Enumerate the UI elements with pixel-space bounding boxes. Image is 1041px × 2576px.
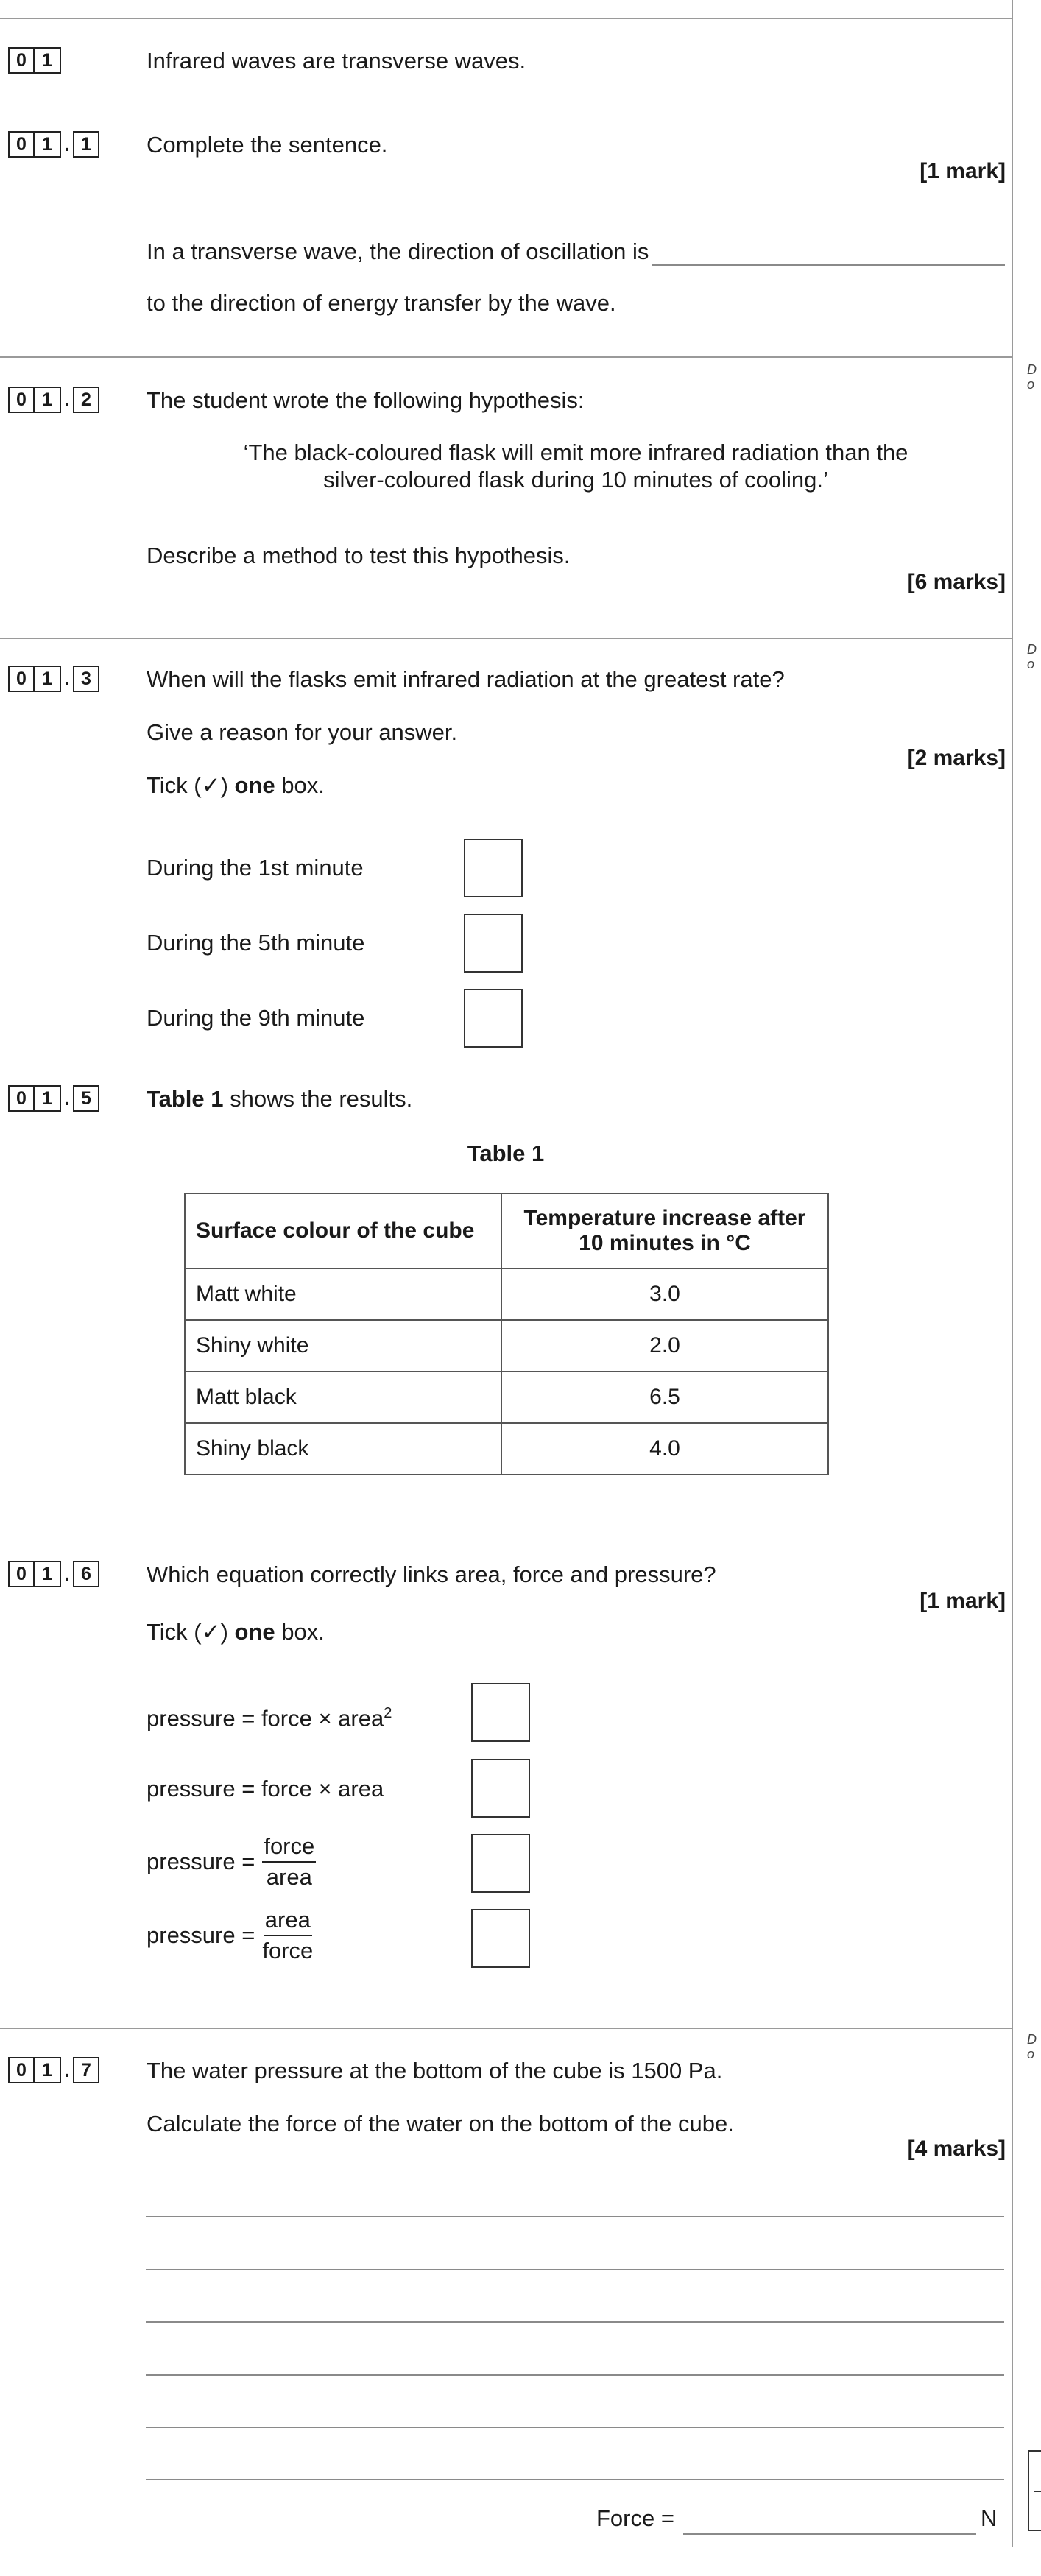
question-instruction: Describe a method to test this hypothesis. <box>147 543 571 568</box>
working-line[interactable] <box>146 2479 1004 2480</box>
fraction: $\frac{\text{area}}{\text{force}}$ <box>262 1907 314 1963</box>
fraction: $\frac{\text{force}}{\text{area}}$ <box>264 1833 315 1890</box>
table-row <box>185 1423 828 1475</box>
equation-option: pressure = $\frac{\text{area}}{\text{force}}$ <box>147 1907 314 1963</box>
table-header-row <box>185 1193 828 1268</box>
marks-label: [2 marks] <box>907 746 1006 770</box>
tick-box[interactable] <box>471 1834 530 1893</box>
top-border <box>0 18 1012 19</box>
corner-tab-mark <box>1034 2491 1041 2492</box>
section-divider <box>0 638 1012 639</box>
tick-box[interactable] <box>471 1759 530 1818</box>
table-intro: Table 1 shows the results. <box>147 1086 413 1112</box>
tick-instruction: Tick (✓) one box. <box>147 772 325 798</box>
table-header: Surface colour of the cube <box>185 1193 501 1268</box>
marks-label: [1 mark] <box>920 1589 1006 1613</box>
table-cell: 6.5 <box>501 1372 828 1423</box>
table-row <box>185 1372 828 1423</box>
table-title: Table 1 <box>467 1140 545 1166</box>
table-cell: 4.0 <box>501 1423 828 1475</box>
option-label: During the 9th minute <box>147 1005 365 1031</box>
working-line[interactable] <box>146 2427 1004 2428</box>
tick-box[interactable] <box>471 1683 530 1742</box>
tick-instruction: Tick (✓) one box. <box>147 1619 325 1645</box>
question-number-01-3: 0 1 . 3 <box>8 666 99 692</box>
working-line[interactable] <box>146 2269 1004 2270</box>
table-cell: Shiny white <box>185 1320 501 1372</box>
marks-label: [6 marks] <box>907 570 1006 594</box>
question-number-01-6: 0 1 . 6 <box>8 1561 99 1587</box>
section-divider <box>0 2028 1012 2029</box>
question-prompt: Which equation correctly links area, force and pressure? <box>147 1562 716 1587</box>
margin-note: D o <box>1027 2032 1037 2061</box>
equation-option: pressure = force × area$^2$ <box>147 1705 392 1732</box>
tick-box[interactable] <box>464 989 523 1048</box>
table-header: Temperature increase after 10 minutes in °C <box>501 1193 828 1268</box>
tick-box[interactable] <box>471 1909 530 1968</box>
table-cell: Matt white <box>185 1268 501 1320</box>
table-row <box>185 1320 828 1372</box>
question-prompt: The water pressure at the bottom of the cube is 1500 Pa. <box>147 2058 723 2083</box>
question-prompt: When will the flasks emit infrared radiation at the greatest rate? <box>147 666 785 692</box>
force-answer-line[interactable] <box>683 2533 976 2535</box>
option-label: During the 5th minute <box>147 930 365 956</box>
working-line[interactable] <box>146 2321 1004 2323</box>
question-number-01-5: 0 1 . 5 <box>8 1085 99 1112</box>
table-row <box>185 1268 828 1320</box>
section-divider <box>0 356 1012 358</box>
question-prompt: The student wrote the following hypothesis: <box>147 387 585 413</box>
table-cell: Shiny black <box>185 1423 501 1475</box>
table-cell: Matt black <box>185 1372 501 1423</box>
margin-note: D o <box>1027 642 1037 671</box>
question-number-01-2: 0 1 . 2 <box>8 387 99 413</box>
question-number-01: 0 1 <box>8 47 61 74</box>
question-intro: Infrared waves are transverse waves. <box>147 48 526 74</box>
option-label: During the 1st minute <box>147 855 364 881</box>
sentence-answer-line[interactable] <box>652 264 1005 266</box>
answer-label: Force = <box>596 2505 674 2531</box>
tick-box[interactable] <box>464 839 523 897</box>
sentence-start: In a transverse wave, the direction of oscillation is <box>147 239 649 264</box>
question-prompt: Complete the sentence. <box>147 132 388 158</box>
question-number-01-1: 0 1 . 1 <box>8 131 99 158</box>
results-table <box>184 1193 829 1475</box>
right-margin-line <box>1012 0 1013 2547</box>
hypothesis-quote: ‘The black-coloured flask will emit more infrared radiation than the silver-coloured flask during 10 minutes of cooling.’ <box>243 440 908 493</box>
margin-note: D o <box>1027 362 1037 392</box>
marks-label: [4 marks] <box>907 2136 1006 2161</box>
tick-box[interactable] <box>464 914 523 973</box>
equation-option: pressure = force × area <box>147 1776 384 1802</box>
answer-unit: N <box>981 2505 998 2531</box>
table-cell: 2.0 <box>501 1320 828 1372</box>
working-line[interactable] <box>146 2216 1004 2217</box>
question-reason: Give a reason for your answer. <box>147 719 458 745</box>
sentence-end: to the direction of energy transfer by the wave. <box>147 290 616 316</box>
equation-option: pressure = $\frac{\text{force}}{\text{area}}$ <box>147 1833 315 1890</box>
question-instruction: Calculate the force of the water on the bottom of the cube. <box>147 2111 734 2136</box>
working-line[interactable] <box>146 2374 1004 2376</box>
marks-label: [1 mark] <box>920 159 1006 183</box>
table-cell: 3.0 <box>501 1268 828 1320</box>
question-number-01-7: 0 1 . 7 <box>8 2057 99 2083</box>
